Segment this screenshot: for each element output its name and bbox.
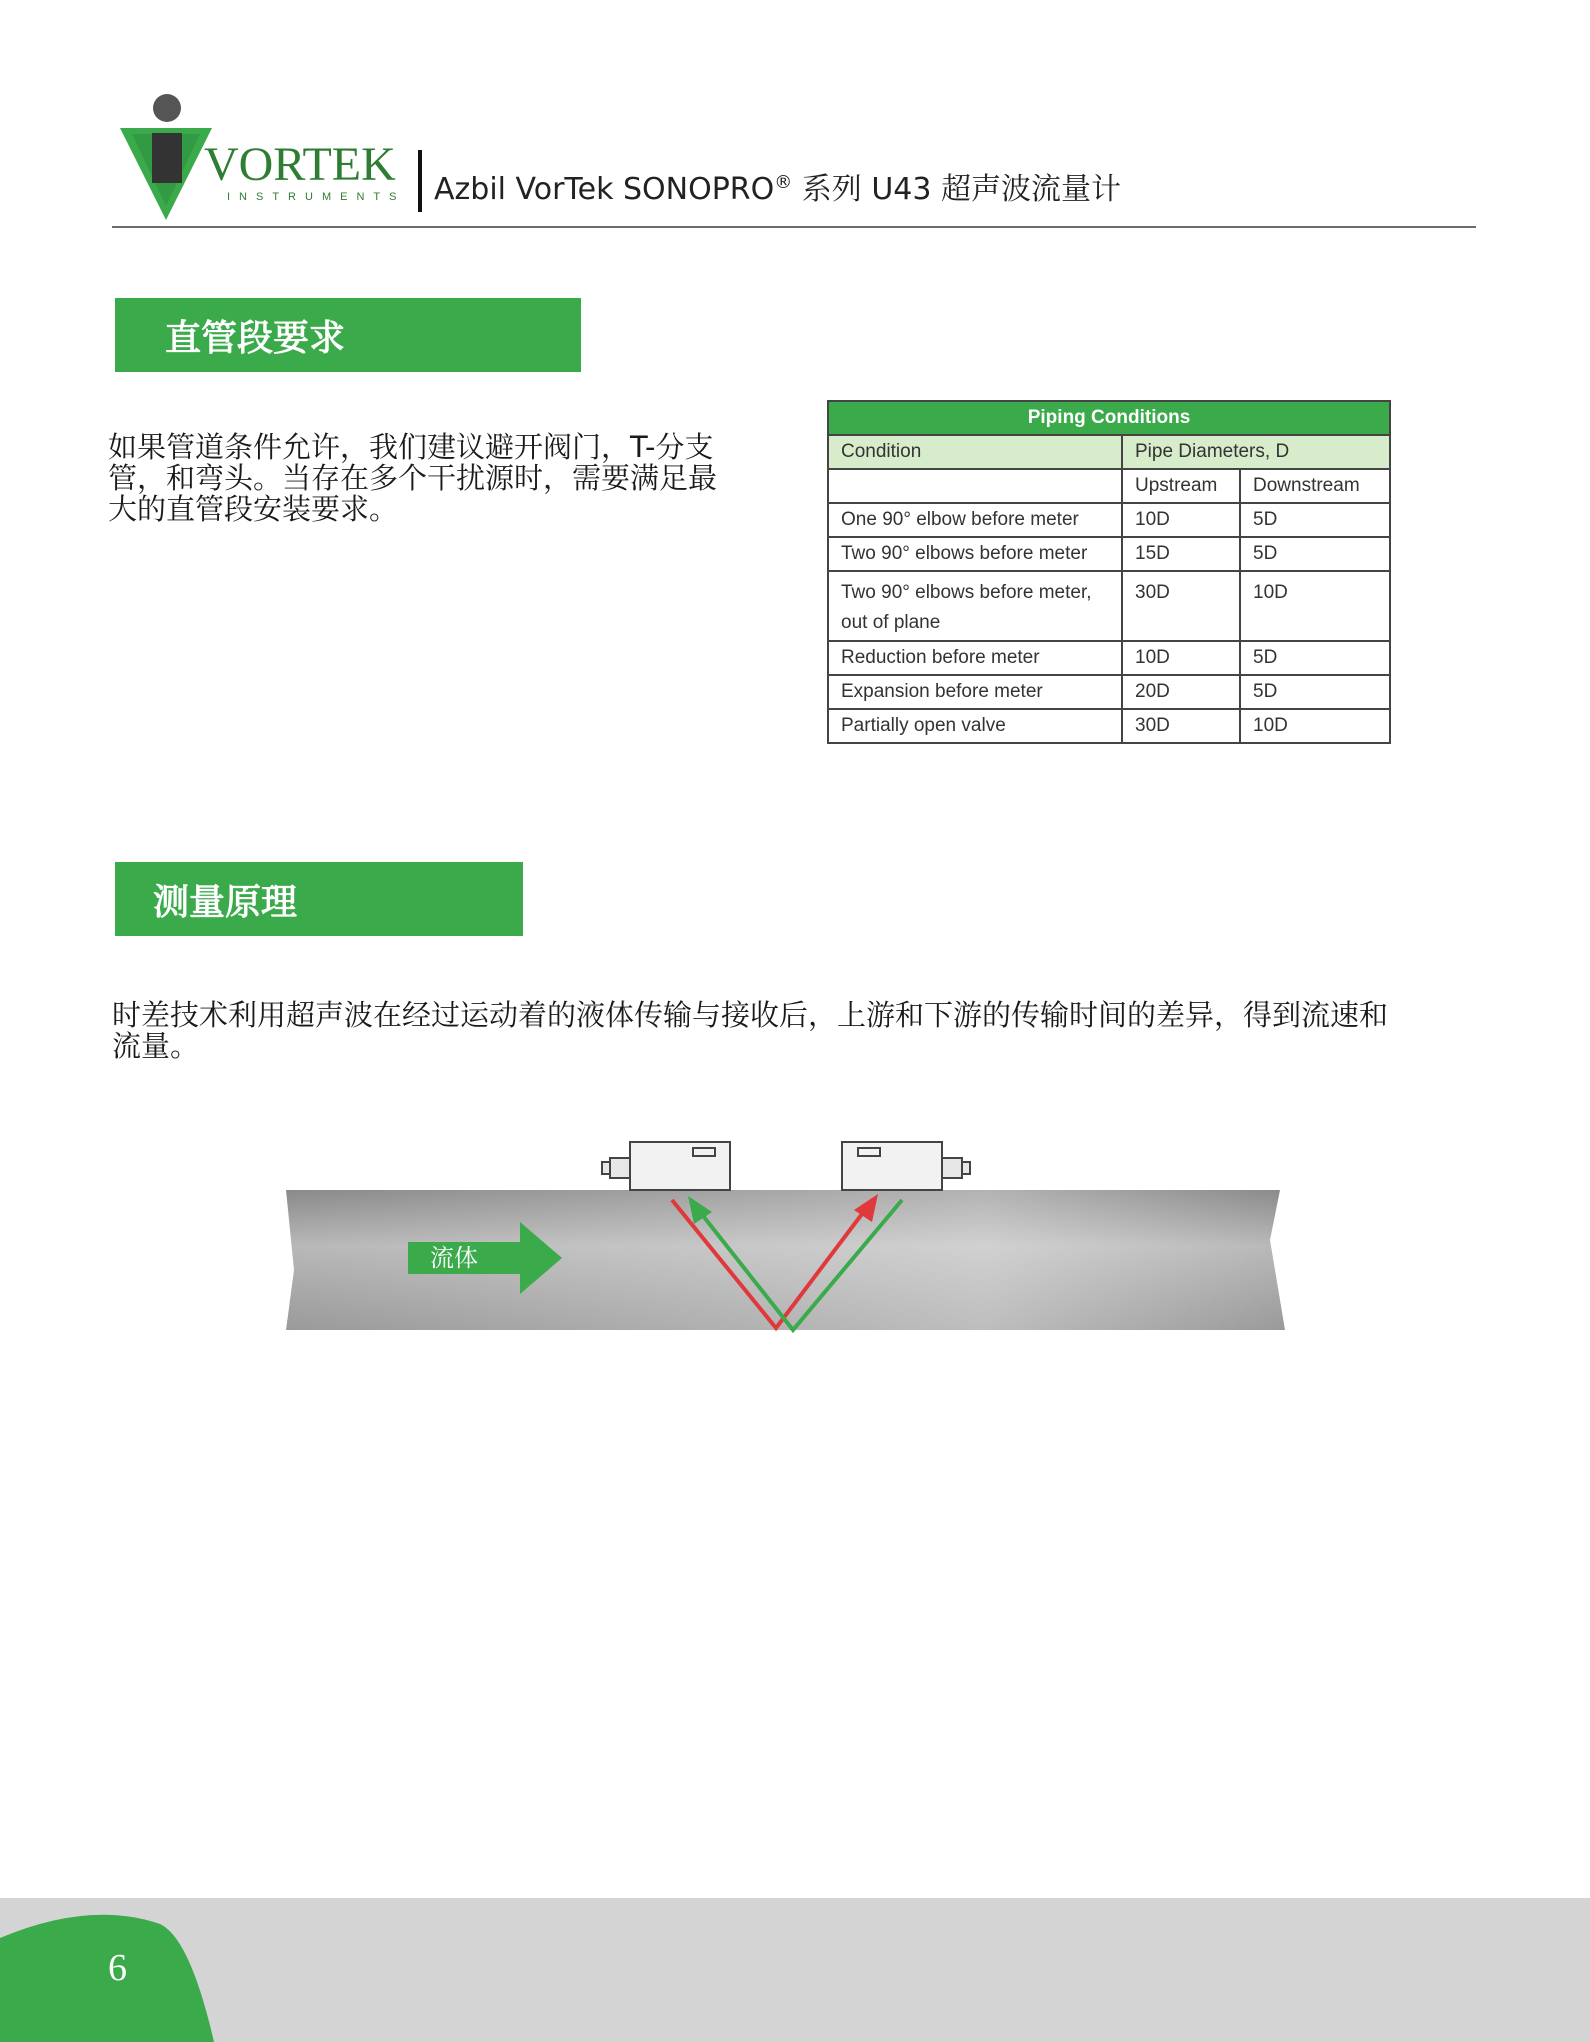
vortek-logo [112,88,412,223]
header-upstream: Upstream [1122,469,1240,503]
cell-condition: Expansion before meter [828,675,1122,709]
ultrasonic-flow-diagram [280,1130,1290,1340]
header-pipe-diameters: Pipe Diameters, D [1122,435,1390,469]
table-row [828,709,1390,743]
cell-downstream: 10D [1240,709,1390,743]
header-divider [418,150,422,212]
straight-pipe-paragraph: 如果管道条件允许，我们建议避开阀门，T-分支管，和弯头。当存在多个干扰源时，需要满足最大的直管段安装要求。 [108,430,718,526]
cell-downstream: 5D [1240,675,1390,709]
table-subheader-row [828,469,1390,503]
cell-upstream: 30D [1122,571,1240,641]
table-row [828,571,1390,641]
piping-conditions-table [827,400,1391,744]
cell-condition: Two 90° elbows before meter [828,537,1122,571]
table-title-row [828,401,1390,435]
page-number: 6 [108,1947,127,1989]
cell-condition: Partially open valve [828,709,1122,743]
table-row [828,537,1390,571]
header-rule [112,226,1476,228]
cell-upstream: 30D [1122,709,1240,743]
logo-subtext: INSTRUMENTS [227,191,406,203]
upstream-transducer [602,1142,730,1190]
flow-diagram-graphic [280,1130,1290,1340]
footer-band [0,1898,1590,2042]
logo-text: VORTEK [204,138,396,191]
cell-condition: Reduction before meter [828,641,1122,675]
cell-downstream: 5D [1240,537,1390,571]
cell-downstream: 10D [1240,571,1390,641]
cell-downstream: 5D [1240,641,1390,675]
table-row [828,675,1390,709]
table-header-row [828,435,1390,469]
downstream-transducer [842,1142,970,1190]
cell-upstream: 20D [1122,675,1240,709]
header-downstream: Downstream [1240,469,1390,503]
table-row [828,641,1390,675]
section-title-straight-pipe: 直管段要求 [115,298,581,372]
cell-condition: One 90° elbow before meter [828,503,1122,537]
vortek-logo-graphic [112,88,412,223]
header-condition: Condition [828,435,1122,469]
cell-upstream: 10D [1122,641,1240,675]
flow-label: 流体 [430,1244,478,1272]
header-title: Azbil VorTek SONOPRO® 系列 U43 超声波流量计 [434,172,1122,207]
cell-upstream: 10D [1122,503,1240,537]
measurement-principle-paragraph: 时差技术利用超声波在经过运动着的液体传输与接收后，上游和下游的传输时间的差异，得到流速和流量。 [112,998,1389,1063]
table-row [828,503,1390,537]
cell-upstream: 15D [1122,537,1240,571]
cell-downstream: 5D [1240,503,1390,537]
section-title-measurement-principle: 测量原理 [115,862,523,936]
subheader-empty [828,469,1122,503]
table-title: Piping Conditions [828,401,1390,435]
cell-condition: Two 90° elbows before meter, out of plane [828,571,1122,641]
